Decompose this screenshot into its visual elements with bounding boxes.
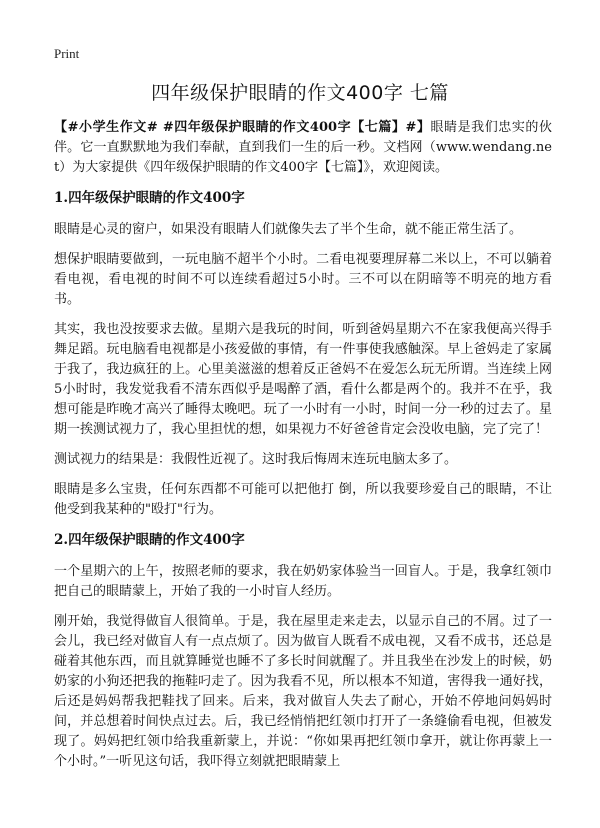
document-body (54, 118, 552, 782)
essay-2-heading: 2.四年级保护眼睛的作文400字 (54, 532, 245, 548)
document-title: 四年级保护眼睛的作文400字 七篇 (151, 82, 449, 104)
essay-1-paragraph: 其实，我也没按要求去做。星期六是我玩的时间，听到爸妈星期六不在家我便高兴得手舞足蹈。玩电脑看电视都是小孩爱做的事情，有一件事使我感触深。早上爸妈走了家属于我了，我边疯狂的上。心里美滋滋的想着反正爸妈不在爱怎么玩无所谓。当连续上网5小时时，我发觉我看不清东西似乎是喝醉了酒，看什么都是两个的。我并不在乎，我想可能是昨晚才高兴了睡得太晚吧。玩了一小时有一小时，时间一分一秒的过去了。星期一挨测试视力了，我心里担忧的想，如果视力不好爸爸肯定会没收电脑，完了完了！ (54, 322, 552, 437)
intro-text: 眼睛是我们忠实的伙伴。它一直默默地为我们奉献，直到我们一生的后一秒。文档网（www.wendang.net）为大家提供《四年级保护眼睛的作文400字【七篇】》，欢迎阅读。 (54, 120, 552, 175)
intro-paragraph (54, 118, 552, 178)
print-label: Print (54, 46, 80, 61)
essay-2-paragraph: 刚开始，我觉得做盲人很简单。于是，我在屋里走来走去，以显示自己的不屑。过了一会儿，我已经对做盲人有一点点烦了。因为做盲人既看不成电视，又看不成书，还总是碰着其他东西，而且就算睡觉也睡不了多长时间就醒了。并且我坐在沙发上的时候，奶奶家的小狗还把我的拖鞋叼走了。因为我看不见，所以根本不知道，害得我一通好找，后还是妈妈帮我把鞋找了回来。后来，我对做盲人失去了耐心，开始不停地问妈妈时间，并总想着时间快点过去。后，我已经悄悄把红领巾打开了一条缝偷看电视，但被发现了。妈妈把红领巾给我重新蒙上，并说：“你如果再把红领巾拿开，就让你再蒙上一个小时。”一听见这句话，我吓得立刻就把眼睛蒙上 (54, 614, 552, 769)
essay-1-heading: 1.四年级保护眼睛的作文400字 (54, 190, 245, 206)
essay-1-paragraph: 测试视力的结果是：我假性近视了。这时我后悔周末连玩电脑太多了。 (54, 452, 458, 467)
essay-1-paragraph: 想保护眼睛要做到，一玩电脑不超半个小时。二看电视要理屏幕二米以上，不可以躺着看电视，看电视的时间不可以连续看超过5小时。三不可以在阴暗等不明亮的地方看书。 (54, 252, 552, 307)
essay-1-paragraph: 眼睛是多么宝贵，任何东西都不可能可以把他打 倒，所以我要珍爱自己的眼睛，不让他受到我某种的"殴打"行为。 (54, 482, 552, 517)
essay-1-paragraph: 眼睛是心灵的窗户，如果没有眼睛人们就像失去了半个生命，就不能正常生活了。 (54, 222, 523, 237)
essay-2-paragraph: 一个星期六的上午，按照老师的要求，我在奶奶家体验当一回盲人。于是，我拿红领巾把自己的眼睛蒙上，开始了我的一小时盲人经历。 (54, 564, 552, 599)
intro-tag: 【#小学生作文# #四年级保护眼睛的作文400字【七篇】#】 (54, 120, 431, 135)
